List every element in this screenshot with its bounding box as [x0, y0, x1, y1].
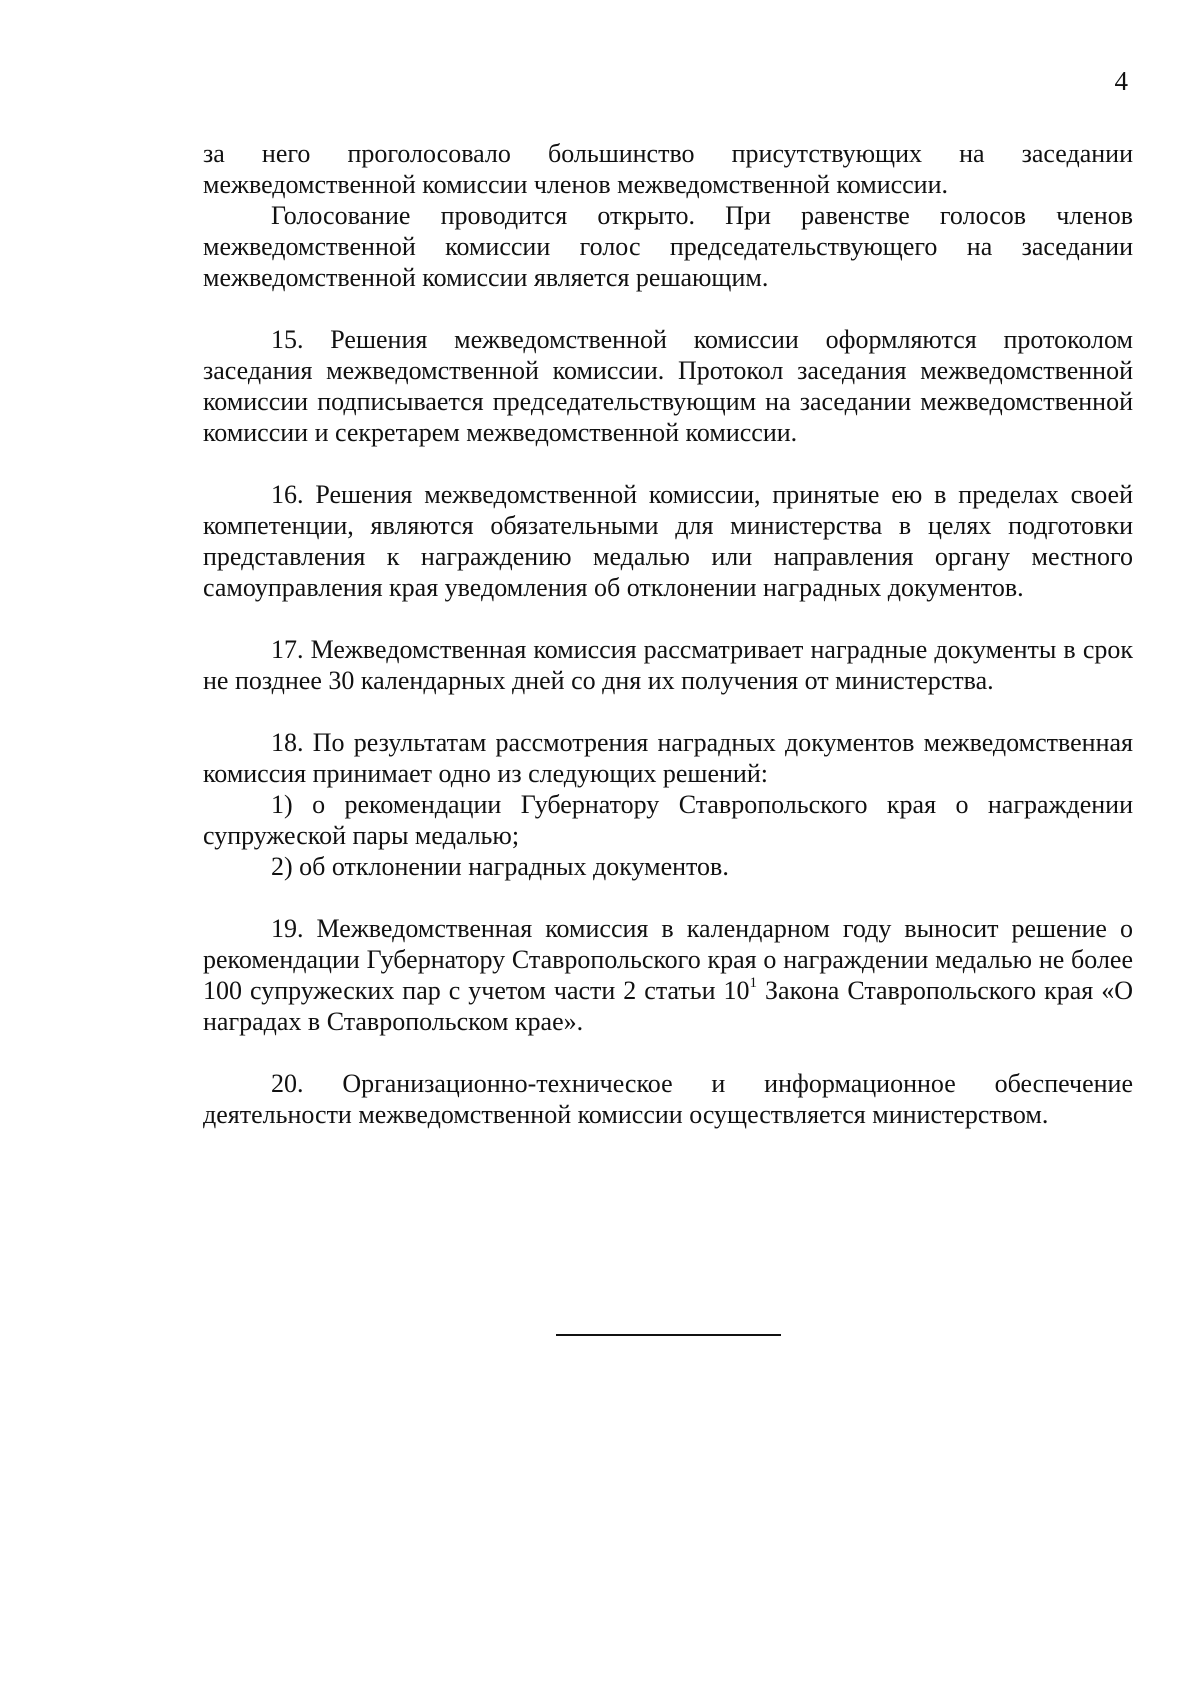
page-number: 4 [1114, 66, 1128, 96]
document-body [203, 138, 1133, 1130]
paragraph-18-item-1: 1) о рекомендации Губернатору Ставропольского края о награждении супружеской пары медалью; [203, 790, 1133, 850]
paragraph-14-voting: Голосование проводится открыто. При равенстве голосов членов межведомственной комиссии голос председательствующего на заседании межведомственной комиссии является решающим. [203, 201, 1133, 292]
paragraph-19 [203, 913, 1133, 1037]
paragraph-20: 20. Организационно-техническое и информационное обеспечение деятельности межведомственной комиссии осуществляется министерством. [203, 1069, 1133, 1129]
paragraph-19-text-start: 19. Межведомственная комиссия в календарном году выносит решение о рекомендации Губернатору Ставропольского края о награждении медалью не более 100 супружеских пар с учетом части 2 статьи 10 [203, 914, 1133, 1005]
paragraph-17: 17. Межведомственная комиссия рассматривает наградные документы в срок не позднее 30 календарных дней со дня их получения от министерства. [203, 635, 1133, 695]
paragraph-19-text-end: Закона Ставропольского края «О наградах в Ставропольском крае». [203, 976, 1133, 1036]
article-superscript: 1 [749, 975, 758, 992]
paragraph-15: 15. Решения межведомственной комиссии оформляются протоколом заседания межведомственной комиссии. Протокол заседания межведомственной комиссии подписывается председательствующим на заседании межведомственной комиссии и секретарем межведомственной комиссии. [203, 325, 1133, 447]
paragraph-14-continuation: за него проголосовало большинство присутствующих на заседании межведомственной комиссии членов межведомственной комиссии. [203, 139, 1133, 199]
paragraph-16: 16. Решения межведомственной комиссии, принятые ею в пределах своей компетенции, являются обязательными для министерства в целях подготовки представления к награждению медалью или направления органу местного самоуправления края уведомления об отклонении наградных документов. [203, 480, 1133, 602]
paragraph-18: 18. По результатам рассмотрения наградных документов межведомственная комиссия принимает одно из следующих решений: [203, 728, 1133, 788]
end-of-document-rule [556, 1334, 781, 1336]
paragraph-18-item-2: 2) об отклонении наградных документов. [271, 852, 729, 881]
